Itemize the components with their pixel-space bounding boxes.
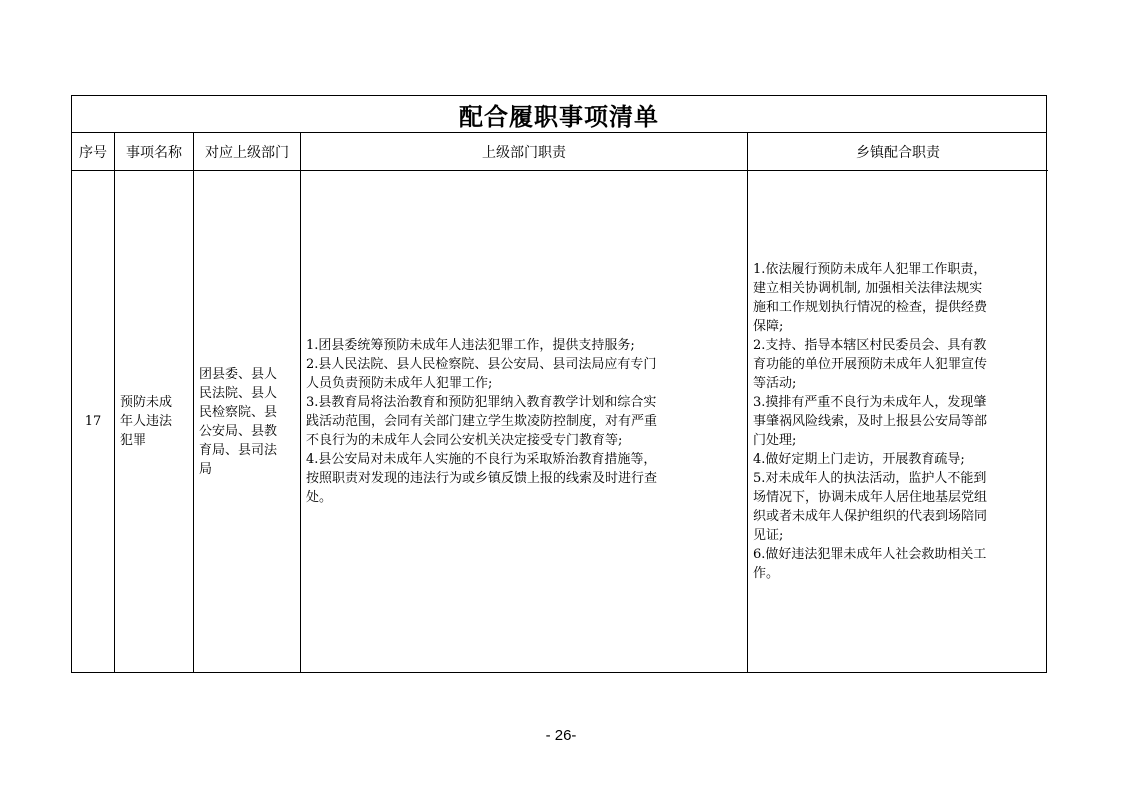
town-duty-line: 5.对未成年人的执法活动，监护人不能到 [753, 471, 987, 486]
row-seq: 17 [84, 414, 102, 429]
item-name-line: 犯罪 [120, 433, 147, 448]
dept-line: 民检察院、县 [199, 404, 278, 420]
row-seq-cell [72, 171, 115, 672]
row-dept-cell [194, 171, 301, 672]
dept-line: 局 [199, 461, 213, 477]
item-name-line: 年人违法 [120, 414, 173, 429]
item-name-line: 预防未成 [120, 395, 173, 410]
town-duty-line: 6.做好违法犯罪未成年人社会救助相关工 [753, 547, 987, 562]
upper-duty-line: 践活动范围，会同有关部门建立学生欺凌防控制度，对有严重 [306, 414, 658, 429]
town-duty-line: 育功能的单位开展预防未成年人犯罪宣传 [753, 357, 988, 372]
row-upper-duty-cell [301, 171, 748, 672]
header-seq: 序号 [72, 133, 115, 171]
dept-line: 公安局、县教 [199, 423, 278, 439]
town-duty-line: 4.做好定期上门走访，开展教育疏导; [753, 452, 965, 467]
town-duty-line: 施和工作规划执行情况的检查，提供经费 [753, 300, 988, 315]
row-item-name-cell [115, 171, 194, 672]
header-upper-duty: 上级部门职责 [301, 133, 748, 171]
town-duty-line: 等活动; [753, 376, 797, 391]
upper-duty-line: 按照职责对发现的违法行为或乡镇反馈上报的线索及时进行查 [306, 471, 658, 486]
duty-list-table [71, 95, 1047, 673]
town-duty-line: 事肇祸风险线索，及时上报县公安局等部 [753, 414, 988, 429]
dept-line: 育局、县司法 [199, 442, 278, 458]
upper-duty-line: 处。 [306, 490, 333, 505]
upper-duty-line: 不良行为的未成年人会同公安机关决定接受专门教育等; [306, 433, 623, 448]
town-duty-line: 场情况下，协调未成年人居住地基层党组 [753, 490, 988, 505]
dept-line: 民法院、县人 [199, 385, 278, 401]
town-duty-line: 见证; [753, 528, 784, 543]
upper-duty-line: 人员负责预防未成年人犯罪工作; [306, 376, 493, 391]
upper-duty-line: 3.县教育局将法治教育和预防犯罪纳入教育教学计划和综合实 [306, 395, 657, 410]
town-duty-line: 保障; [753, 319, 784, 334]
town-duty-line: 织或者未成年人保护组织的代表到场陪同 [753, 509, 988, 524]
upper-duty-line: 4.县公安局对未成年人实施的不良行为采取矫治教育措施等， [306, 452, 657, 467]
town-duty-line: 3.摸排有严重不良行为未成年人，发现肇 [753, 395, 987, 410]
page-number: - 26- [545, 727, 577, 744]
upper-duty-line: 1.团县委统筹预防未成年人违法犯罪工作，提供支持服务; [306, 338, 635, 353]
table-title: 配合履职事项清单 [72, 96, 1046, 133]
upper-duty-line: 2.县人民法院、县人民检察院、县公安局、县司法局应有专门 [306, 357, 657, 372]
header-item-name: 事项名称 [115, 133, 194, 171]
town-duty-line: 2.支持、指导本辖区村民委员会、具有教 [753, 338, 987, 353]
header-dept: 对应上级部门 [194, 133, 301, 171]
row-town-duty-cell [748, 171, 1048, 672]
town-duty-line: 门处理; [753, 433, 797, 448]
town-duty-line: 作。 [753, 566, 780, 581]
town-duty-line: 1.依法履行预防未成年人犯罪工作职责， [753, 262, 987, 277]
dept-line: 团县委、县人 [199, 366, 278, 382]
header-town-duty: 乡镇配合职责 [748, 133, 1048, 171]
town-duty-line: 建立相关协调机制, 加强相关法律法规实 [753, 281, 983, 296]
